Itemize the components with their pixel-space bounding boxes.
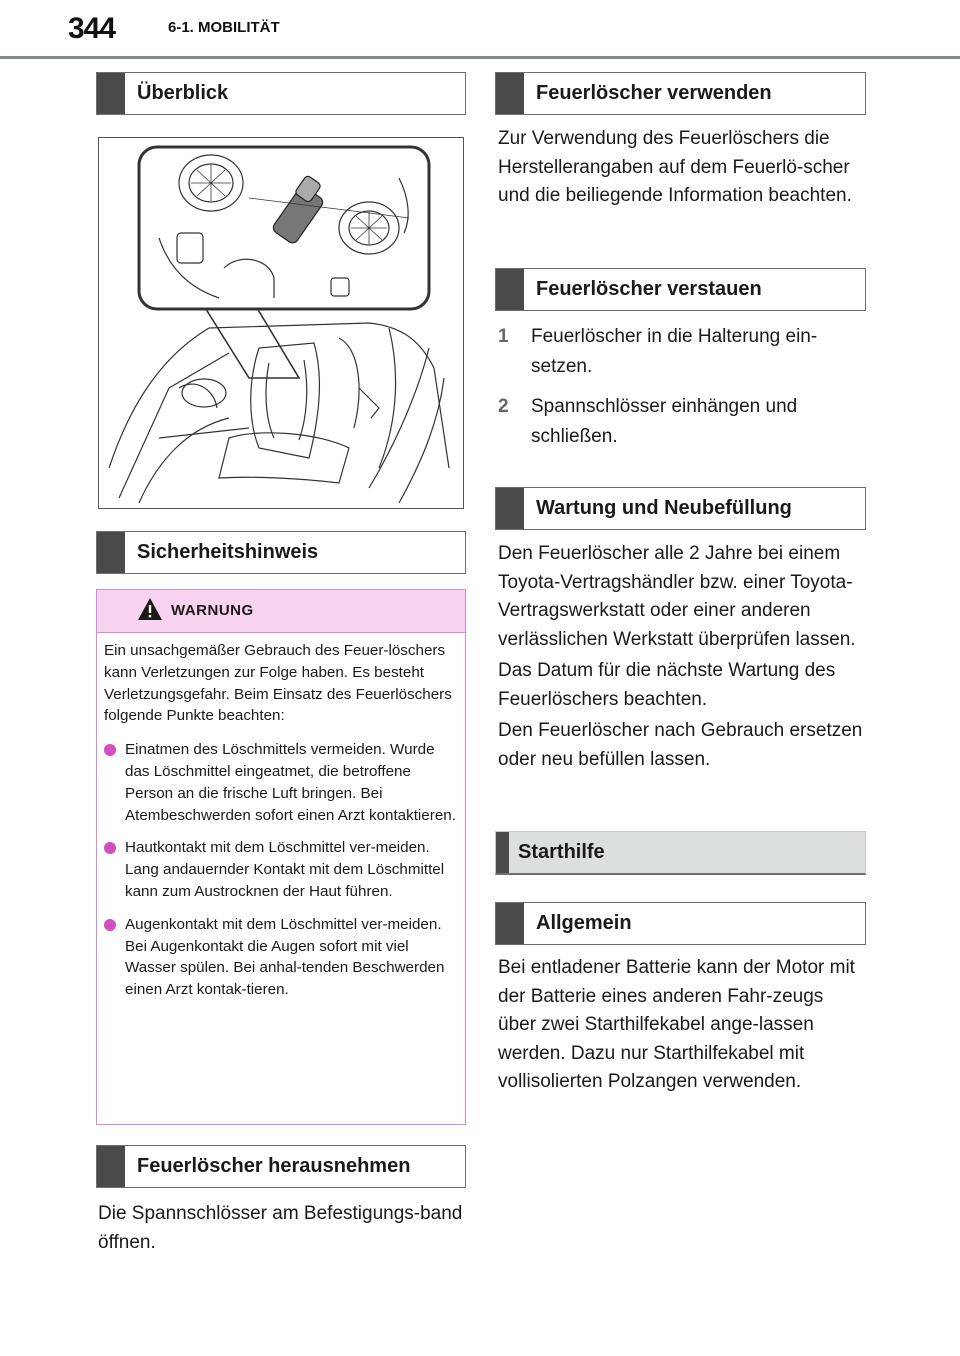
chapter-title: 6-1. MOBILITÄT	[168, 19, 280, 36]
maintenance-text: Den Feuerlöscher alle 2 Jahre bei einem Toyota-Vertragshändler bzw. einer Toyota-Vertragswerkstatt oder einer anderen verlässlichen Werkstatt überprüfen lassen. Das Datum für die nächste Wartung des Feuerlöschers beachten. Den Feuerlöscher nach Gebrauch ersetzen oder neu befüllen lassen.	[498, 543, 863, 770]
remove-text: Die Spannschlösser am Befestigungs-band öffnen.	[98, 1203, 463, 1253]
warning-triangle-icon	[137, 597, 163, 626]
page-header	[0, 0, 960, 60]
warning-box	[96, 589, 466, 1125]
section-jumpstart	[495, 831, 866, 875]
step-text: Spannschlösser einhängen und schließen.	[531, 396, 798, 447]
header-divider	[0, 56, 960, 59]
section-title: Sicherheitshinweis	[137, 541, 319, 563]
step-text: Feuerlöscher in die Halterung ein-setzen.	[531, 326, 818, 377]
section-title: Feuerlöscher herausnehmen	[137, 1155, 411, 1177]
section-title: Überblick	[137, 82, 229, 104]
list-item	[498, 322, 864, 388]
section-title: Allgemein	[536, 912, 632, 934]
list-item: Augenkontakt mit dem Löschmittel ver-meiden. Bei Augenkontakt die Augen sofort mit viel Wasser spülen. Bei anhal-tenden Beschwerden einen Arzt kontak-tieren.	[104, 914, 456, 1001]
bullet-dot-icon	[104, 919, 116, 931]
section-overview	[96, 72, 466, 115]
section-stow	[495, 268, 866, 311]
section-general	[495, 902, 866, 945]
section-title: Starthilfe	[518, 841, 605, 863]
step-number: 1	[498, 326, 509, 347]
warning-header	[97, 590, 465, 633]
list-item	[498, 392, 864, 458]
section-title: Wartung und Neubefüllung	[536, 497, 792, 519]
section-remove	[96, 1145, 466, 1188]
bullet-dot-icon	[104, 842, 116, 854]
step-number: 2	[498, 396, 509, 417]
general-text: Bei entladener Batterie kann der Motor mit der Batterie eines anderen Fahr-zeugs über zwei Starthilfekabel ange-lassen werden. Dazu nur Starthilfekabel mit vollisolierten Polzangen verwenden.	[498, 957, 855, 1092]
section-use	[495, 72, 866, 115]
warning-label: WARNUNG	[171, 602, 254, 619]
list-item: Hautkontakt mit dem Löschmittel ver-meiden. Lang andauernder Kontakt mit dem Löschmittel kann zum Austrocknen der Haut führen.	[104, 837, 456, 902]
use-text: Zur Verwendung des Feuerlöschers die Herstellerangaben auf dem Feuerlö-scher und die beiliegende Information beachten.	[498, 128, 852, 206]
warning-intro: Ein unsachgemäßer Gebrauch des Feuer-löschers kann Verletzungen zur Folge haben. Es besteht Verletzungsgefahr. Beim Einsatz des Feuerlöschers folgende Punkte beachten:	[104, 642, 452, 725]
vehicle-interior-illustration	[98, 137, 464, 509]
warning-body	[104, 640, 456, 1012]
section-maintenance	[495, 487, 866, 530]
bullet-dot-icon	[104, 744, 116, 756]
list-item: Einatmen des Löschmittels vermeiden. Wurde das Löschmittel eingeatmet, die betroffene Person an die frische Luft bringen. Bei Atembeschwerden sofort einen Arzt kontaktieren.	[104, 739, 456, 826]
section-safety	[96, 531, 466, 574]
section-title: Feuerlöscher verstauen	[536, 278, 762, 300]
page-number: 344	[68, 12, 116, 45]
section-title: Feuerlöscher verwenden	[536, 82, 772, 104]
